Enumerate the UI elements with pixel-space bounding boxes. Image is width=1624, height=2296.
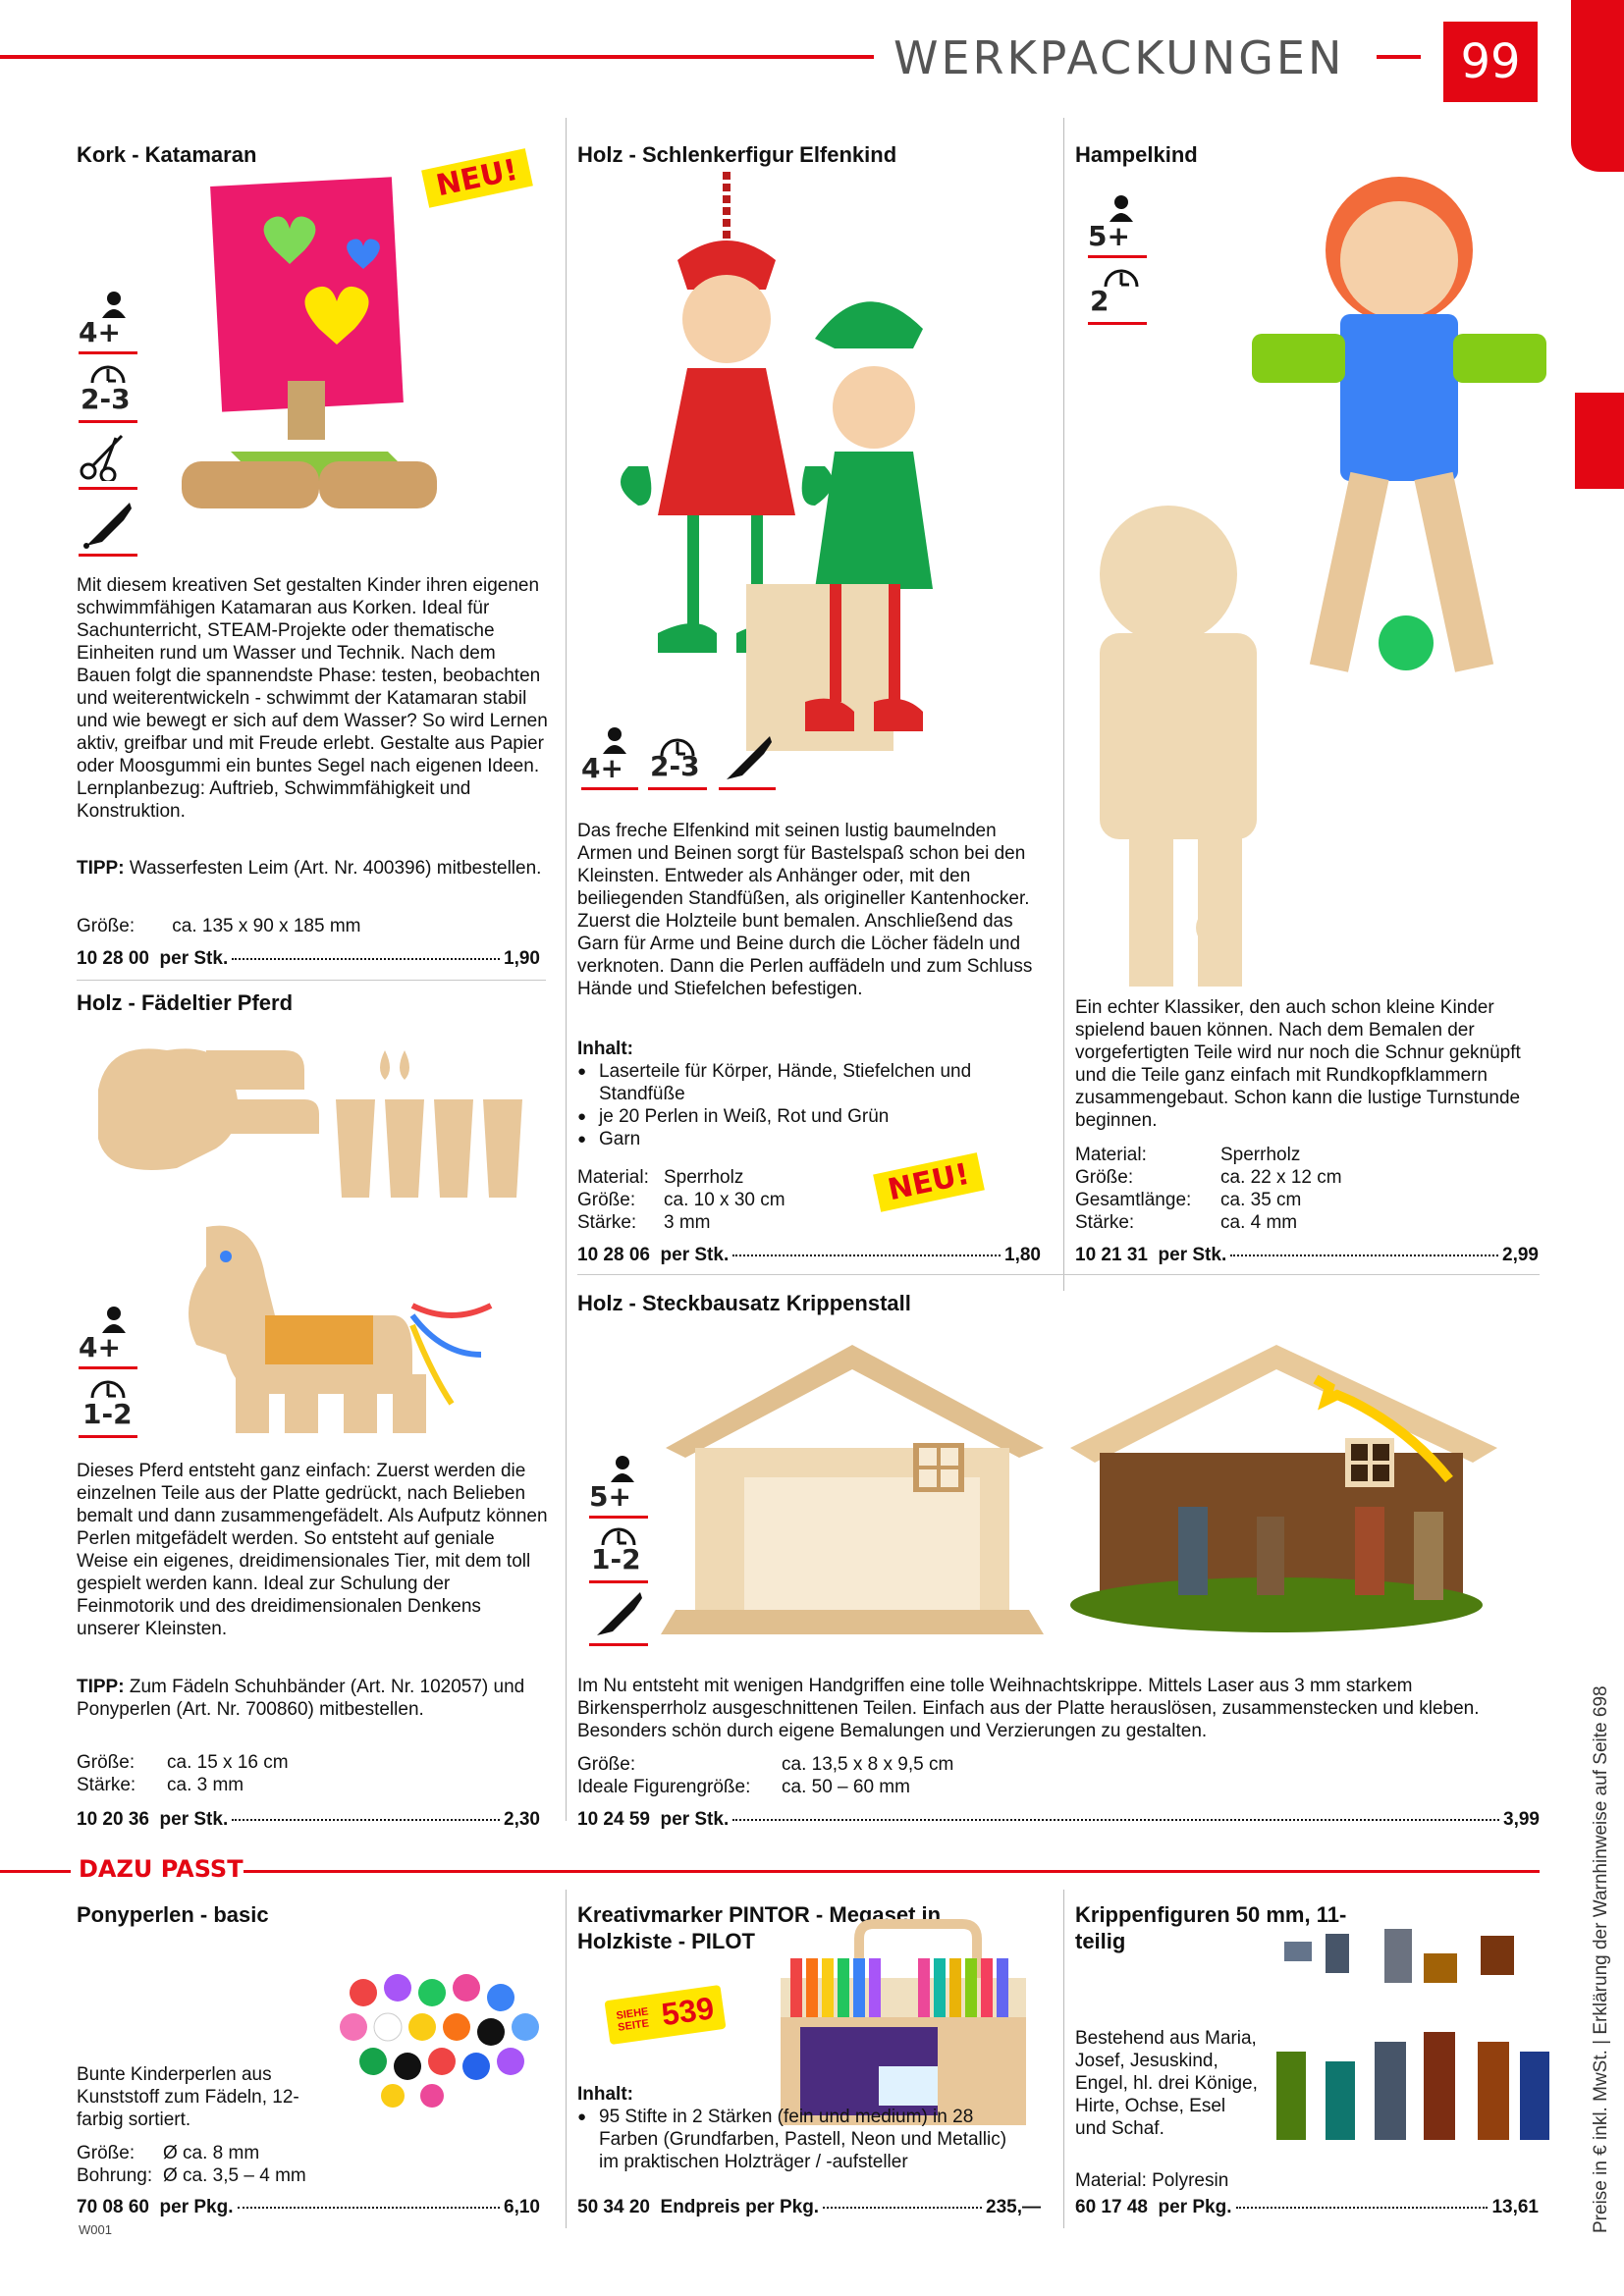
siehe-seite-badge: SIEHE SEITE 539 [604,1985,726,2045]
product-title-ponyperlen: Ponyperlen - basic [77,1902,269,1927]
divider [77,980,546,981]
clock-icon: 2 [1088,265,1147,325]
contents-label: Inhalt: [577,2084,633,2105]
product-description: Ein echter Klassiker, den auch schon kleine Kinder spielend bauen können. Nach dem Bemalen der vorgefertigten Teile wird nur noch die Schnur geknüpft und die Teile ganz einfach mit Rundkopfklammern zusammengebaut. Schon kann die lustige Turnstunde beginnen. [1075,997,1521,1131]
krippenstall-empty-image [656,1340,1049,1639]
product-description: Bestehend aus Maria, Josef, Jesuskind, Engel, hl. drei Könige, Hirte, Ochse, Esel und Schaf. [1075,2028,1258,2139]
product-title-pferd: Holz - Fädeltier Pferd [77,990,294,1015]
page-number: 99 [1460,34,1521,89]
list-item: ● 95 Stifte in 2 Stärken (fein und medium) in 28 Farben (Grundfarben, Pastell, Neon und Metallic) im praktischen Holzträger / -aufsteller [577,2106,1029,2173]
size-line: Größe: ca. 135 x 90 x 185 mm [77,916,361,936]
elfenkind-image [579,172,1051,751]
header-rule-left [0,55,874,59]
krippenfiguren-image [1267,1924,1561,2160]
section-title: WERKPACKUNGEN [893,31,1345,84]
price-row: 60 17 48 per Pkg. 13,61 [1075,2197,1539,2217]
price-row: 10 20 36 per Stk. 2,30 [77,1809,540,1830]
edge-tab-top [1571,0,1624,172]
pferd-parts-image [79,1031,540,1207]
dazu-passt-rule-left [0,1870,71,1873]
col-separator-3 [566,1890,567,2228]
dazu-passt-rule-right [244,1870,1540,1873]
product-title-pintor: Kreativmarker PINTOR - Megaset in Holzkiste - PILOT [577,1902,942,1953]
glue-icon [79,499,137,557]
clock-icon: 2-3 [79,361,137,423]
glue-icon [719,734,776,790]
price-row: 50 34 20 Endpreis per Pkg. 235,— [577,2197,1041,2217]
col-separator-4 [1063,1890,1064,2228]
col-separator-2 [1063,118,1064,1291]
age-icon: 4+ [79,291,137,354]
edge-tab-mid [1575,393,1624,489]
product-title-krippenstall: Holz - Steckbausatz Krippenstall [577,1291,911,1315]
specs-table: Größe: Ø ca. 8 mm Bohrung: Ø ca. 3,5 – 4 mm [77,2143,306,2186]
product-description: Bunte Kinderperlen aus Kunststoff zum Fädeln, 12-farbig sortiert. [77,2064,299,2130]
product-description: Mit diesem kreativen Set gestalten Kinder ihren eigenen schwimmfähigen Katamaran aus Korken. Ideal für Sachunterricht, STEAM-Projekte oder thematische Einheiten rund um Wasser und Technik. Nach dem Bauen folgt die spannendste Phase: testen, beobachten und weiterentwickeln - schwimmt der Katamaran stabil und wie bewegt er sich auf dem Wasser? So wird Lernen aktiv, greifbar und mit Freude erlebt. Gestalte aus Papier oder Moosgummi ein buntes Segel nach eigenen Ideen. Lernplanbezug: Auftrieb, Schwimmfähigkeit und Konstruktion. [77,575,548,822]
specs-table: Material: Sperrholz Größe: ca. 10 x 30 cm Stärke: 3 mm [577,1167,785,1233]
product-title-krippenfiguren: Krippenfiguren 50 mm, 11-teilig [1075,1902,1347,1953]
warning-code: W001 [79,2222,112,2237]
clock-icon: 1-2 [79,1376,137,1438]
neu-badge: NEU! [873,1152,984,1212]
clock-icon: 2-3 [648,734,707,790]
product-title-katamaran: Kork - Katamaran [77,142,257,167]
specs-table: Material: Sperrholz Größe: ca. 22 x 12 cm Gesamtlänge: ca. 35 cm Stärke: ca. 4 mm [1075,1145,1342,1233]
price-row: 10 21 31 per Stk. 2,99 [1075,1245,1539,1265]
katamaran-image [172,167,457,530]
specs-table: Größe: ca. 15 x 16 cm Stärke: ca. 3 mm [77,1752,289,1795]
price-row: 10 28 06 per Stk. 1,80 [577,1245,1041,1265]
age-icon: 4+ [79,1306,137,1369]
scissors-icon [79,432,137,490]
dazu-passt-label: DAZU PASST [79,1855,244,1883]
product-description: Das freche Elfenkind mit seinen lustig baumelnden Armen und Beinen sorgt für Bastelspaß schon bei den Kleinsten. Entweder als Anhänger oder, mit den beiliegenden Standfüßen, als origineller Kantenhocker. Zuerst die Holzteile bunt bemalen. Anschließend das Garn für Arme und Beine durch die Löcher fädeln und verknoten. Dann die Perlen auffädeln und zum Schluss Hände und Stiefelchen befestigen. [577,821,1033,999]
pferd-assembled-image [167,1217,520,1443]
divider [577,1274,1540,1275]
clock-icon: 1-2 [589,1523,648,1583]
ponyperlen-image [334,1963,550,2110]
header-rule-right [1377,55,1421,59]
krippenstall-figures-image [1060,1340,1507,1639]
side-note: Preise in € inkl. MwSt. | Erklärung der Warnhinweise auf Seite 698 [1591,1685,1611,2233]
page-number-box [1443,22,1538,102]
age-icon: 5+ [589,1455,648,1519]
product-description: Dieses Pferd entsteht ganz einfach: Zuerst werden die einzelnen Teile aus der Platte gedrückt, nach Belieben bemalt und dann zusammengefädelt. Als Aufputz können Perlen mitgefädelt werden. So entsteht auf geniale Weise ein eigenes, dreidimensionales Tier, mit dem toll gespielt werden kann. Ideal zur Schulung der Feinmotorik und des dreidimensionalen Denkens unserer Kleinsten. [77,1461,548,1639]
price-row: 70 08 60 per Pkg. 6,10 [77,2197,540,2217]
list-item: ● je 20 Perlen in Weiß, Rot und Grün [577,1105,1039,1128]
contents-label: Inhalt: [577,1039,633,1059]
neu-badge: NEU! [421,148,532,208]
product-title-hampelkind: Hampelkind [1075,142,1198,167]
tip-line: TIPP: Wasserfesten Leim (Art. Nr. 400396) mitbestellen. [77,858,542,879]
specs-table: Größe: ca. 13,5 x 8 x 9,5 cm Ideale Figurengröße: ca. 50 – 60 mm [577,1754,954,1797]
product-description: Im Nu entsteht mit wenigen Handgriffen eine tolle Weihnachtskrippe. Mittels Laser aus 3 mm starkem Birkensperrholz ausgeschnittenen Teilen. Einfach aus der Platte herauslösen, zusammenstecken und kleben. Besonders schön durch eigene Bemalungen und Verzierungen zu gestalten. [577,1676,1480,1741]
hampelkind-image [1070,152,1561,987]
material-line: Material: Polyresin [1075,2170,1229,2191]
contents-list [577,1060,1039,1150]
contents-list [577,2106,1029,2173]
tip-block: TIPP: Zum Fädeln Schuhbänder (Art. Nr. 102057) und Ponyperlen (Art. Nr. 700860) mitbestellen. [77,1677,525,1720]
list-item: ● Garn [577,1128,1039,1150]
list-item: ● Laserteile für Körper, Hände, Stiefelchen und Standfüße [577,1060,1039,1105]
col-separator-1 [566,118,567,1821]
price-row: 10 28 00 per Stk. 1,90 [77,948,540,969]
glue-icon [589,1590,648,1646]
age-icon: 5+ [1088,194,1147,258]
price-row: 10 24 59 per Stk. 3,99 [577,1809,1540,1830]
product-title-elfenkind: Holz - Schlenkerfigur Elfenkind [577,142,897,167]
age-icon: 4+ [581,726,638,790]
